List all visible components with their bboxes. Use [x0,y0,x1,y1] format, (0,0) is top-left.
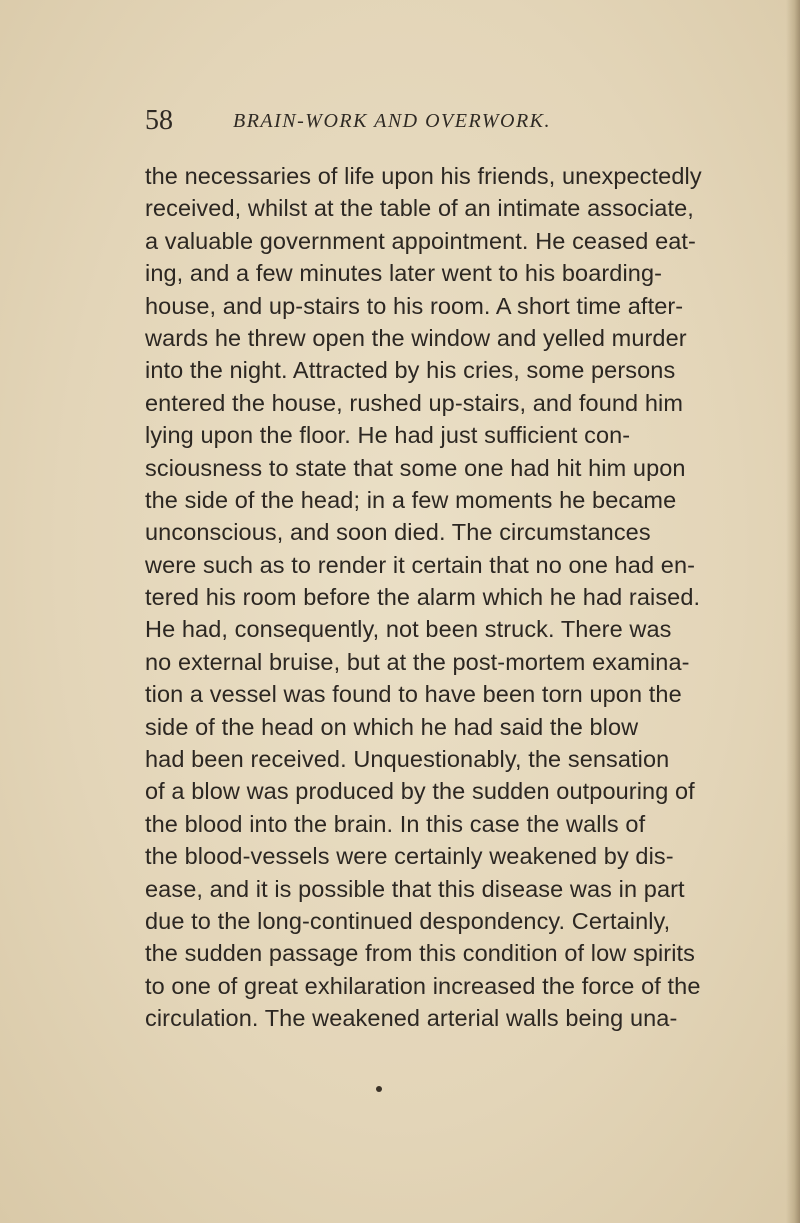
text-line: the necessaries of life upon his friends, unexpectedly [145,163,702,189]
text-line: sciousness to state that some one had hit him upon [145,454,686,481]
text-line: circulation. The weakened arterial walls being una- [145,1005,678,1032]
text-line: lying upon the floor. He had just sufficient con- [145,422,631,449]
text-line: entered the house, rushed up-stairs, and found him [145,389,684,416]
text-line: the sudden passage from this condition of low spirits [145,940,696,967]
body-text [145,160,735,1035]
text-line: into the night. Attracted by his cries, some persons [145,357,676,384]
text-line: were such as to render it certain that no one had en- [145,551,696,578]
page-header [145,104,705,138]
text-line: a valuable government appointment. He ceased eat- [145,227,696,254]
text-line: had been received. Unquestionably, the sensation [145,746,670,773]
text-line: He had, consequently, not been struck. There was [145,616,672,643]
ink-speck [376,1086,382,1092]
text-line: house, and up-stairs to his room. A short time after- [145,292,684,319]
text-line: due to the long-continued despondency. Certainly, [145,907,671,934]
text-line: tion a vessel was found to have been torn upon the [145,681,682,708]
text-line: wards he threw open the window and yelled murder [145,324,687,351]
text-line: of a blow was produced by the sudden outpouring of [145,778,695,805]
text-line: side of the head on which he had said the blow [145,713,639,740]
text-line: tered his room before the alarm which he had raised. [145,584,701,611]
text-line: the blood-vessels were certainly weakened by dis- [145,843,674,870]
text-line: unconscious, and soon died. The circumstances [145,519,651,546]
running-title: BRAIN-WORK AND OVERWORK. [233,110,552,132]
text-line: ease, and it is possible that this disease was in part [145,875,685,902]
text-line: to one of great exhilaration increased the force of the [145,972,701,999]
text-line: the side of the head; in a few moments he became [145,486,677,513]
text-line: ing, and a few minutes later went to his boarding- [145,260,663,287]
text-line: received, whilst at the table of an intimate associate, [145,195,694,222]
text-line: the blood into the brain. In this case the walls of [145,810,646,837]
page-number: 58 [145,105,173,136]
text-line: no external bruise, but at the post-mortem examina- [145,648,690,675]
page-edge-shadow [786,0,800,1223]
